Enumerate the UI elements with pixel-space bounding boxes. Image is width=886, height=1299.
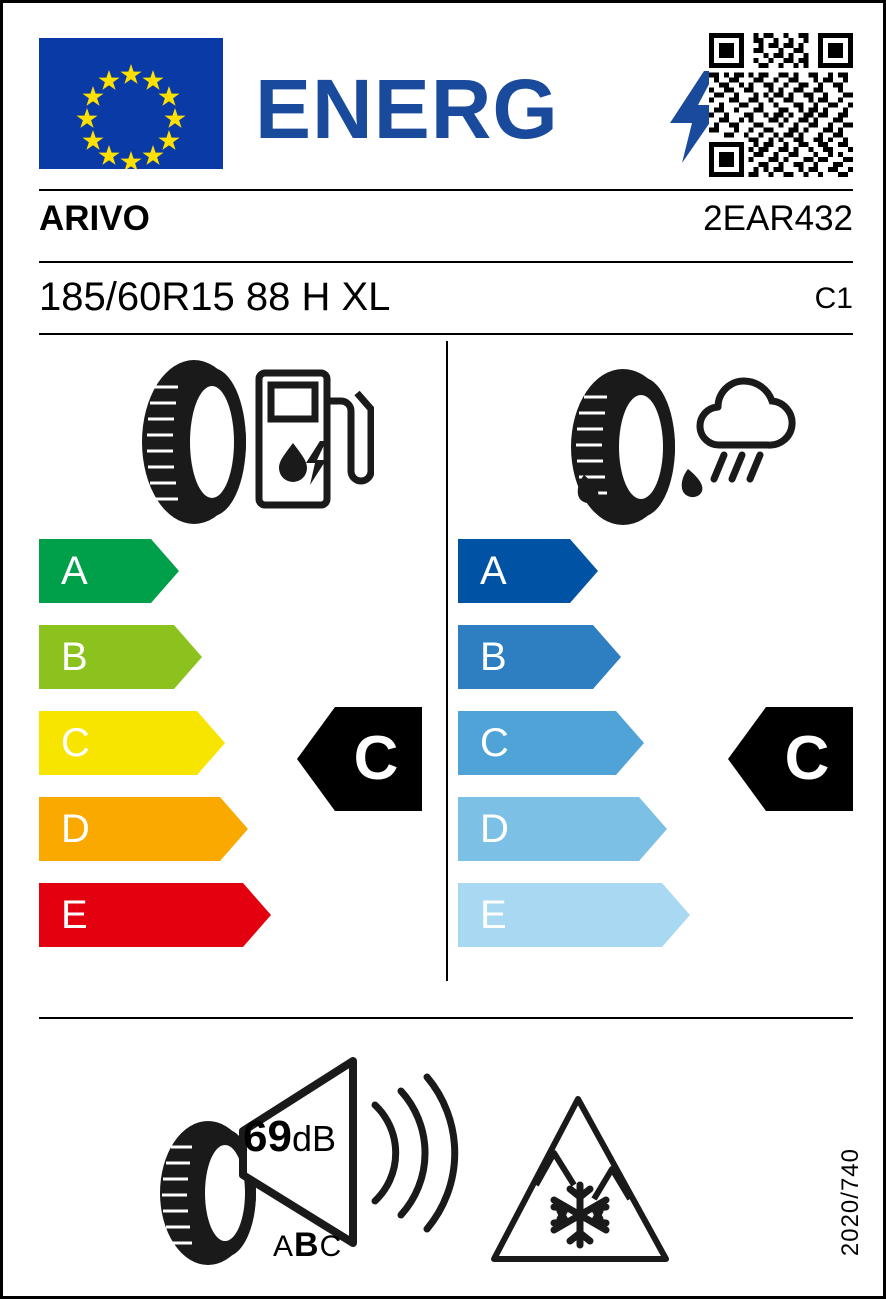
grade-letter: A: [480, 549, 507, 593]
tyre-size: 185/60R15 88 H XL: [39, 275, 391, 319]
grade-letter: D: [480, 807, 509, 851]
tyre-size-row: [39, 275, 853, 325]
wet-result-marker: [728, 707, 853, 811]
grade-bar: [458, 539, 598, 603]
noise-class-c: C: [319, 1230, 343, 1263]
page-title: ENERG: [255, 62, 559, 156]
divider-bottom: [39, 1017, 853, 1019]
noise-class-a: A: [273, 1230, 295, 1263]
noise-class-selected: B: [294, 1226, 320, 1264]
qr-code-icon: [709, 33, 853, 177]
grade-letter: B: [61, 635, 88, 679]
noise-value: [243, 1112, 336, 1161]
fuel-result-marker: [297, 707, 422, 811]
grade-letter: C: [480, 721, 509, 765]
divider-vertical: [446, 341, 448, 981]
label-header: [39, 33, 853, 173]
grade-letter: E: [480, 893, 507, 937]
wet-grip-panel: [458, 343, 853, 988]
tyre-class: C1: [814, 282, 853, 315]
fuel-efficiency-panel: [39, 343, 439, 988]
noise-db-number: 69: [243, 1112, 292, 1161]
noise-block: [153, 1043, 483, 1273]
grade-letter: B: [480, 635, 507, 679]
grade-letter: D: [61, 807, 90, 851]
grade-letter: A: [61, 549, 88, 593]
product-code: 2EAR432: [703, 199, 853, 238]
eu-flag-icon: [39, 38, 223, 169]
divider-brand: [39, 261, 853, 263]
noise-db-unit: dB: [291, 1118, 336, 1159]
label-date-code: 2020/740: [837, 1147, 864, 1256]
grade-letter: C: [61, 721, 90, 765]
tyre-rain-cloud-icon: [548, 357, 798, 527]
three-peak-mountain-snowflake-icon: [490, 1093, 670, 1265]
fuel-result-letter: C: [353, 724, 399, 793]
tyre-fuel-pump-icon: [134, 357, 374, 527]
brand-row: [39, 199, 853, 251]
eu-stars-svg: [39, 38, 223, 169]
divider-top: [39, 189, 853, 191]
grade-bar: [39, 539, 179, 603]
noise-class-scale: [273, 1226, 343, 1264]
wet-result-letter: C: [784, 724, 830, 793]
divider-size: [39, 333, 853, 335]
grade-letter: E: [61, 893, 88, 937]
brand-name: ARIVO: [39, 199, 150, 238]
